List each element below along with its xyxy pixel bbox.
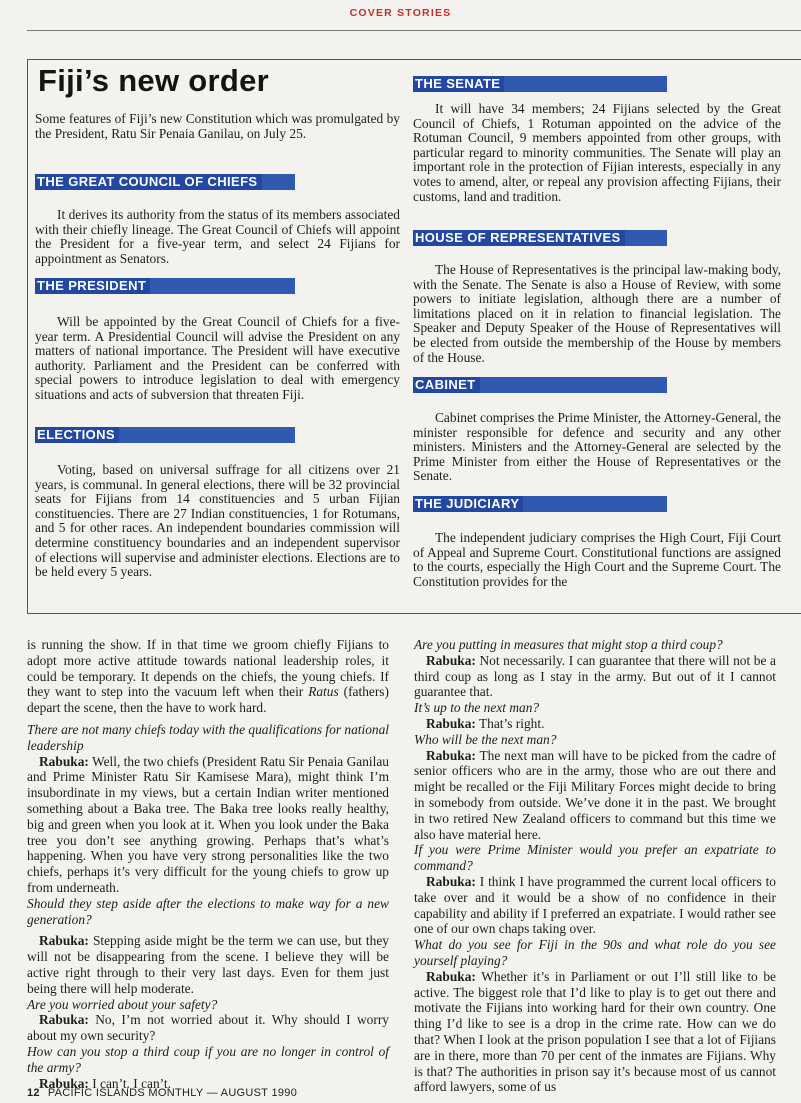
interview-question: Are you putting in measures that might stop a third coup? [414, 637, 723, 652]
section-heading-president: THE PRESIDENT [35, 278, 295, 294]
section-text-senate: It will have 34 members; 24 Fijians selected by the Great Council of Chiefs, 1 Rotuman appointed on the advice of the Rotuman Council, 9 members appointed from other groups, with particular regard to minority communities. The Senate will play an important role in the protection of Fijian interests, especially in any votes to amend, alter, or repeal any provision affecting Fijians, their customs, land and tradition. [413, 101, 781, 204]
interview-answer: Rabuka: I think I have programmed the current local officers to take over and it would be a show of no confidence in their capability and ability if I preferred an expatriate. I would rather see one of our own chaps taking over. [414, 873, 776, 937]
interview-answer: Rabuka: That’s right. [426, 715, 545, 731]
sidebar-box [27, 59, 801, 614]
interview-question: How can you stop a third coup if you are no longer in control of the army? [27, 1043, 389, 1075]
publication-info: PACIFIC ISLANDS MONTHLY — AUGUST 1990 [47, 1087, 298, 1099]
interview-question: What do you see for Fiji in the 90s and what role do you see yourself playing? [414, 937, 776, 968]
article-left-column [27, 637, 389, 1091]
interview-answer: Rabuka: No, I’m not worried about it. Why should I worry about my own security? [27, 1012, 389, 1044]
article-right-column [414, 637, 776, 1095]
interview-question: There are not many chiefs today with the qualifications for national leadership [27, 721, 390, 753]
header-rule [27, 30, 801, 31]
section-header: COVER STORIES [349, 7, 452, 19]
section-heading-great-council: THE GREAT COUNCIL OF CHIEFS [35, 174, 295, 190]
section-text-judiciary: The independent judiciary comprises the High Court, Fiji Court of Appeal and Supreme Court. Constitutional functions are assigned to the courts, especially the High Court and the Supreme Court. The Constitution provides for the [413, 530, 781, 589]
article-opening-paragraph: is running the show. If in that time we groom chiefly Fijians to adopt more active attitude towards national leadership roles, it could be temporary. It depends on the chiefs, the young chiefs. If they want to step into the vacuum left when their Ratus (fathers) depart the scene, then the have to work hard. [27, 637, 389, 716]
interview-answer: Rabuka: I can’t. I can’t. [39, 1075, 171, 1091]
interview-question: If you were Prime Minister would you prefer an expatriate to command? [414, 842, 776, 874]
section-heading-senate: THE SENATE [413, 76, 667, 92]
interview-answer: Rabuka: Well, the two chiefs (President Ratu Sir Penaia Ganilau and Prime Minister Ratu Sir Kamisese Mara), might think I’m insubordinate in my views, but a certain Indian writer mentioned something about a Baka tree. The Baka tree looks really healthy, big and green when you look at it. When you look under the Baka tree you don’t see anything growing. Perhaps that’s what’s happening. When you have very strong personalities like the two chiefs, perhaps it’s very difficult for the young chiefs to grow up from underneath. [27, 753, 390, 895]
interview-question: Should they step aside after the elections to make way for a new generation? [27, 895, 389, 927]
section-heading-judiciary: THE JUDICIARY [413, 496, 667, 512]
section-text-cabinet: Cabinet comprises the Prime Minister, the Attorney-General, the minister responsible for defence and security and any other ministers. Ministers and the Attorney-General are selected by the Prime Minister from either the House of Representatives or the Senate. [413, 410, 781, 484]
page-number: 12 [27, 1087, 40, 1099]
sidebar-title: Fiji’s new order [38, 63, 270, 98]
interview-answer: Rabuka: Not necessarily. I can guarantee that there will not be a third coup as long as I stay in the army. But out of it I cannot guarantee that. [414, 652, 776, 700]
section-text-president: Will be appointed by the Great Council of Chiefs for a five-year term. A Presidential Council will advise the President on any matters of national importance. The President will have executive authority. Parliament and the President can be conferred with special powers to introduce legislation to deal with emergency situations and acts of subversion that threaten Fiji. [35, 314, 400, 402]
section-text-house: The House of Representatives is the principal law-making body, with the Senate. The Senate is also a House of Review, with some powers to initiate legislation, although there are a number of limitations placed on it in relation to financial legislation. The Speaker and Deputy Speaker of the House of Representatives will be elected from outside the membership of the House by members of the House. [413, 262, 781, 365]
section-text-great-council: It derives its authority from the status of its members associated with their chiefly lineage. The Great Council of Chiefs will appoint the President for a five-year term, and select 24 Fijians for appointment as Senators. [35, 207, 400, 266]
sidebar-intro: Some features of Fiji’s new Constitution which was promulgated by the President, Ratu Sir Penaia Ganilau, on July 25. [35, 111, 400, 141]
interview-answer: Rabuka: Whether it’s in Parliament or out I’ll still like to be active. The biggest role that I’d like to play is to get out there and motivate the Fijians into working hard for their own country. One thing I’d like to see is a drop in the crime rate. How can we do that? When I look at the prison population I see that a lot of Fijians are in there, more than 70 per cent of the inmates are Fijians. Why is that? The authorities in prison say it’s because most of us cannot afford lawyers, some of us [414, 968, 776, 1095]
interview-question: Are you worried about your safety? [27, 996, 218, 1012]
section-heading-house: HOUSE OF REPRESENTATIVES [413, 230, 667, 246]
section-heading-elections: ELECTIONS [35, 427, 295, 443]
interview-answer: Rabuka: Stepping aside might be the term we can use, but they will not be disappearing from the scene. I believe they will be active right through to their very last days. Even for them just being there will help moderate. [27, 933, 389, 996]
section-text-elections: Voting, based on universal suffrage for all citizens over 21 years, is communal. In general elections, there will be 32 provincial seats for Fijians from 14 constituencies and 5 urban Fijian constituencies. There are 27 Indian constituencies, 1 for Rotumans, and 5 for other races. An independent boundaries commission will determine constituency boundaries and an independent supervisor of elections will supervise and administer elections. Elections are to be held every 5 years. [35, 462, 400, 580]
interview-question: Who will be the next man? [414, 731, 557, 747]
interview-answer: Rabuka: The next man will have to be picked from the cadre of senior officers who are in the army, those who are out there and might be recalled or the Fiji Military Forces might decide to bring in somebody from outside. We’ve done it in the past. We brought in two retired New Zealand officers to command but this time we also have material here. [414, 747, 777, 842]
section-heading-cabinet: CABINET [413, 377, 667, 393]
interview-question: It’s up to the next man? [414, 700, 540, 716]
page-footer [27, 1087, 297, 1099]
